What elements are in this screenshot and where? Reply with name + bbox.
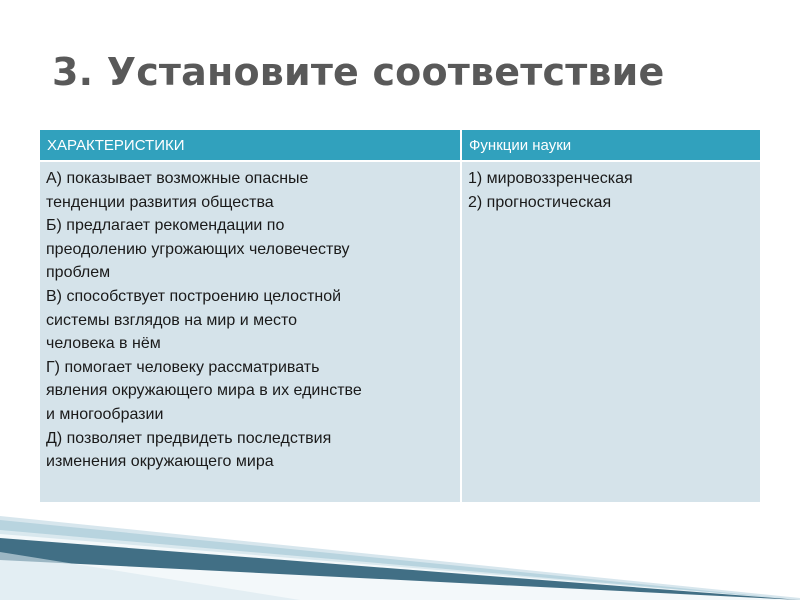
slide-title: 3. Установите соответствие — [52, 50, 665, 94]
characteristic-line: А) показывает возможные опасные — [46, 170, 309, 187]
characteristic-line: системы взглядов на мир и место — [46, 311, 298, 329]
characteristics-cell — [40, 161, 461, 502]
functions-cell — [461, 161, 760, 502]
characteristic-line: проблем — [46, 264, 111, 282]
characteristic-line: изменения окружающего мира — [46, 453, 274, 471]
matching-table — [40, 130, 760, 502]
function-line: 2) прогностическая — [468, 193, 612, 211]
characteristic-line: преодолению угрожающих человечеству — [46, 240, 350, 258]
characteristic-line: явления окружающего мира в их единстве — [46, 382, 362, 400]
table-row — [40, 161, 760, 502]
header-science-functions: Функции науки — [461, 130, 760, 161]
characteristic-line: и многообразии — [46, 405, 164, 423]
function-line: 1) мировоззренческая — [468, 170, 633, 187]
characteristic-line: Д) позволяет предвидеть последствия — [46, 429, 332, 447]
characteristic-line: человека в нём — [46, 335, 161, 353]
characteristic-line: тенденции развития общества — [46, 193, 274, 211]
characteristic-line: Б) предлагает рекомендации по — [46, 217, 285, 235]
characteristic-line: Г) помогает человеку рассматривать — [46, 358, 320, 376]
table-header-row — [40, 130, 760, 161]
header-characteristics: ХАРАКТЕРИСТИКИ — [40, 130, 461, 161]
characteristic-line: В) способствует построению целостной — [46, 287, 342, 305]
